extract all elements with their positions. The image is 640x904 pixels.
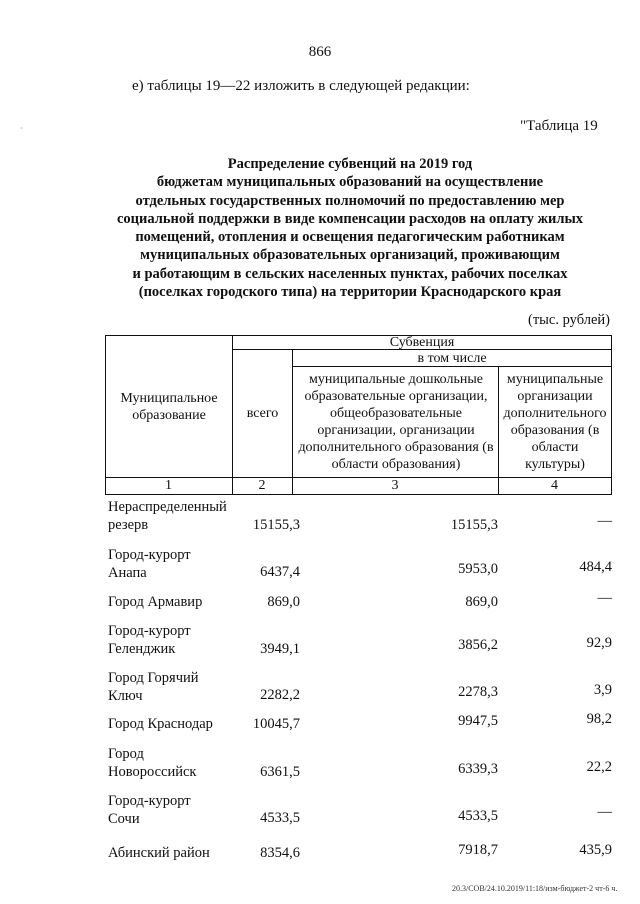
row-name-line: Город [108, 746, 144, 762]
education-value: 3856,2 [458, 637, 498, 653]
title-line: помещений, отопления и освещения педагогическим работникам [135, 229, 565, 246]
title-line: (поселках городского типа) на территории Краснодарского края [138, 284, 562, 301]
title-line: и работающим в сельских населенных пунктах, рабочих поселках [132, 265, 568, 282]
education-value: 15155,3 [450, 517, 498, 533]
total-value: 4533,5 [260, 810, 300, 826]
row-name-line: Город Горячий [108, 670, 199, 686]
culture-value: — [597, 804, 612, 820]
column-number: 2 [258, 478, 266, 493]
total-value: 10045,7 [252, 716, 300, 732]
header-total: всего [246, 406, 279, 421]
table-row [108, 669, 233, 705]
row-name-line: Нераспределенный [108, 499, 227, 515]
row-name-line: Ключ [108, 688, 143, 704]
culture-value: — [597, 590, 612, 606]
row-name-line: Новороссийск [108, 764, 197, 780]
culture-value: 484,4 [579, 559, 612, 575]
row-name-line: Город Армавир [108, 594, 203, 610]
title-line: отдельных государственных полномочий по предоставлению мер [135, 192, 565, 209]
education-value: 4533,5 [458, 808, 498, 824]
header-culture: муниципальные организации дополнительного образования (в области культуры) [503, 372, 607, 472]
table-rule [105, 494, 612, 495]
row-name-line: Абинский район [108, 845, 210, 861]
title-line: муниципальных образовательных организаций, проживающим [140, 247, 560, 264]
total-value: 8354,6 [260, 845, 300, 861]
total-value: 2282,2 [260, 687, 300, 703]
row-name-line: Геленджик [108, 641, 176, 657]
table-row [108, 498, 233, 534]
intro-text: е) таблицы 19—22 изложить в следующей редакции: [132, 78, 470, 94]
education-value: 5953,0 [458, 561, 498, 577]
column-number: 4 [551, 478, 558, 493]
row-name-line: Город-курорт [108, 793, 191, 809]
table-row [108, 745, 233, 781]
page-number: 866 [308, 44, 332, 60]
title-line: Распределение субвенций на 2019 год [227, 156, 473, 172]
row-name-line: Город-курорт [108, 623, 191, 639]
footer-code: 20.3/СОВ/24.10.2019/11:18/изм-бюджет-2 чт-6 ч. [452, 884, 618, 893]
header-including: в том числе [417, 350, 487, 366]
header-municipality: Муниципальное образование [120, 390, 218, 423]
culture-value: 22,2 [586, 759, 612, 775]
total-value: 6361,5 [260, 764, 300, 780]
culture-value: 435,9 [579, 842, 612, 858]
total-value: 15155,3 [252, 517, 300, 533]
culture-value: — [597, 513, 612, 529]
total-value: 869,0 [267, 594, 300, 610]
table-row [108, 792, 233, 828]
total-value: 6437,4 [260, 564, 300, 580]
culture-value: 3,9 [593, 682, 612, 698]
education-value: 2278,3 [458, 684, 498, 700]
row-name-line: резерв [108, 517, 149, 533]
education-value: 6339,3 [458, 761, 498, 777]
table-row [108, 715, 233, 733]
row-name-line: Город Краснодар [108, 716, 213, 732]
column-number: 3 [391, 478, 399, 493]
row-name-line: Город-курорт [108, 547, 191, 563]
table-title [90, 155, 610, 301]
row-name-line: Анапа [108, 565, 147, 581]
education-value: 7918,7 [458, 842, 498, 858]
header-subvention: Субвенция [389, 334, 455, 350]
culture-value: 98,2 [586, 711, 612, 727]
title-line: социальной поддержки в виде компенсации расходов на оплату жилых [116, 210, 584, 227]
column-number: 1 [165, 478, 172, 493]
row-name-line: Сочи [108, 811, 140, 827]
table-label: "Таблица 19 [520, 118, 598, 134]
education-value: 869,0 [465, 594, 498, 610]
table-row [108, 844, 233, 862]
table-rule [611, 335, 612, 495]
margin-mark: · [20, 124, 23, 133]
units-label: (тыс. рублей) [528, 312, 610, 328]
table-row [108, 622, 233, 658]
total-value: 3949,1 [260, 641, 300, 657]
table-row [108, 546, 233, 582]
title-line: бюджетам муниципальных образований на осуществление [156, 174, 544, 191]
table-rule [498, 366, 499, 495]
header-education: муниципальные дошкольные образовательные организации, общеобразовательные организации, организации дополнительного образования (в области образования) [298, 372, 494, 472]
table-row [108, 593, 233, 611]
table-rule [292, 349, 293, 495]
education-value: 9947,5 [458, 713, 498, 729]
culture-value: 92,9 [586, 635, 612, 651]
